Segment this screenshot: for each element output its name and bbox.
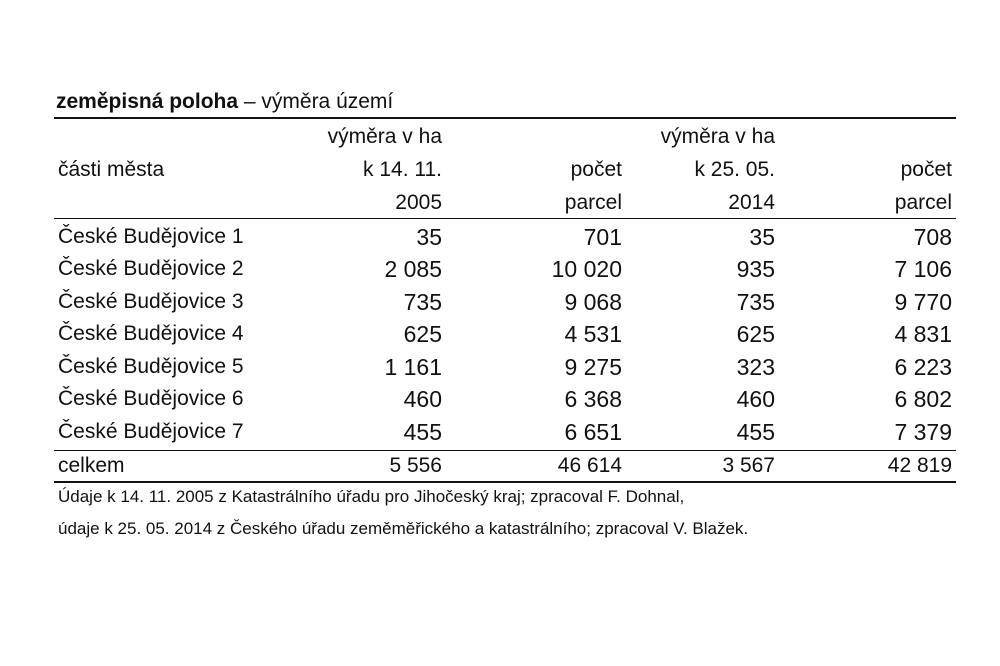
row-parcels-2005: 701 <box>583 224 622 250</box>
row-area-2014: 455 <box>736 419 775 445</box>
header-col3-line1: výměra v ha <box>660 125 775 148</box>
total-parcels-2014: 42 819 <box>887 454 952 477</box>
total-parcels-2005: 46 614 <box>557 454 622 477</box>
header-col2-line2: parcel <box>564 191 622 214</box>
row-parcels-2014: 6 802 <box>894 386 952 412</box>
header-rule <box>54 218 956 219</box>
row-area-2005: 625 <box>403 321 442 347</box>
total-area-2005: 5 556 <box>389 454 442 477</box>
source-note: údaje k 25. 05. 2014 z Českého úřadu zeměměřického a katastrálního; zpracoval V. Blažek. <box>58 519 749 538</box>
row-area-2005: 455 <box>403 419 442 445</box>
source-note: Údaje k 14. 11. 2005 z Katastrálního úřadu pro Jihočeský kraj; zpracoval F. Dohnal, <box>58 487 685 506</box>
bottom-rule <box>54 481 956 483</box>
row-parcels-2005: 10 020 <box>551 256 622 282</box>
table-title <box>56 88 393 116</box>
row-area-2014: 323 <box>736 354 775 380</box>
row-area-2014: 35 <box>749 224 775 250</box>
table-title-bold: zeměpisná poloha <box>56 90 239 113</box>
row-name: České Budějovice 1 <box>58 225 244 248</box>
row-name: České Budějovice 6 <box>58 387 244 410</box>
row-parcels-2014: 4 831 <box>894 321 952 347</box>
total-label: celkem <box>58 454 125 477</box>
row-area-2014: 460 <box>736 386 775 412</box>
header-col2-line1: počet <box>570 158 622 181</box>
row-parcels-2014: 6 223 <box>894 354 952 380</box>
header-col4-line2: parcel <box>894 191 952 214</box>
table-title-rest: – výměra území <box>238 90 394 113</box>
row-name: České Budějovice 3 <box>58 290 244 313</box>
header-col1-line2: k 14. 11. <box>363 158 442 181</box>
header-col4-line1: počet <box>900 158 952 181</box>
row-area-2005: 735 <box>403 289 442 315</box>
row-area-2005: 35 <box>416 224 442 250</box>
row-area-2014: 935 <box>736 256 775 282</box>
total-rule <box>54 450 956 451</box>
row-parcels-2014: 708 <box>913 224 952 250</box>
row-parcels-2014: 7 106 <box>894 256 952 282</box>
row-area-2005: 460 <box>403 386 442 412</box>
total-area-2014: 3 567 <box>722 454 775 477</box>
row-name: České Budějovice 7 <box>58 420 244 443</box>
row-area-2005: 1 161 <box>384 354 442 380</box>
row-name: České Budějovice 4 <box>58 322 244 345</box>
top-rule <box>54 117 956 119</box>
header-col1-line1: výměra v ha <box>327 125 442 148</box>
row-parcels-2005: 9 068 <box>564 289 622 315</box>
row-name: České Budějovice 2 <box>58 257 244 280</box>
header-col1-line3: 2005 <box>395 191 442 214</box>
header-col3-line2: k 25. 05. <box>694 158 775 181</box>
row-parcels-2014: 7 379 <box>894 419 952 445</box>
row-area-2014: 735 <box>736 289 775 315</box>
header-parts-label: části města <box>58 158 165 181</box>
row-name: České Budějovice 5 <box>58 355 244 378</box>
row-parcels-2014: 9 770 <box>894 289 952 315</box>
row-parcels-2005: 6 368 <box>564 386 622 412</box>
row-parcels-2005: 6 651 <box>564 419 622 445</box>
row-area-2014: 625 <box>736 321 775 347</box>
row-parcels-2005: 9 275 <box>564 354 622 380</box>
row-area-2005: 2 085 <box>384 256 442 282</box>
header-col3-line3: 2014 <box>728 191 775 214</box>
row-parcels-2005: 4 531 <box>564 321 622 347</box>
